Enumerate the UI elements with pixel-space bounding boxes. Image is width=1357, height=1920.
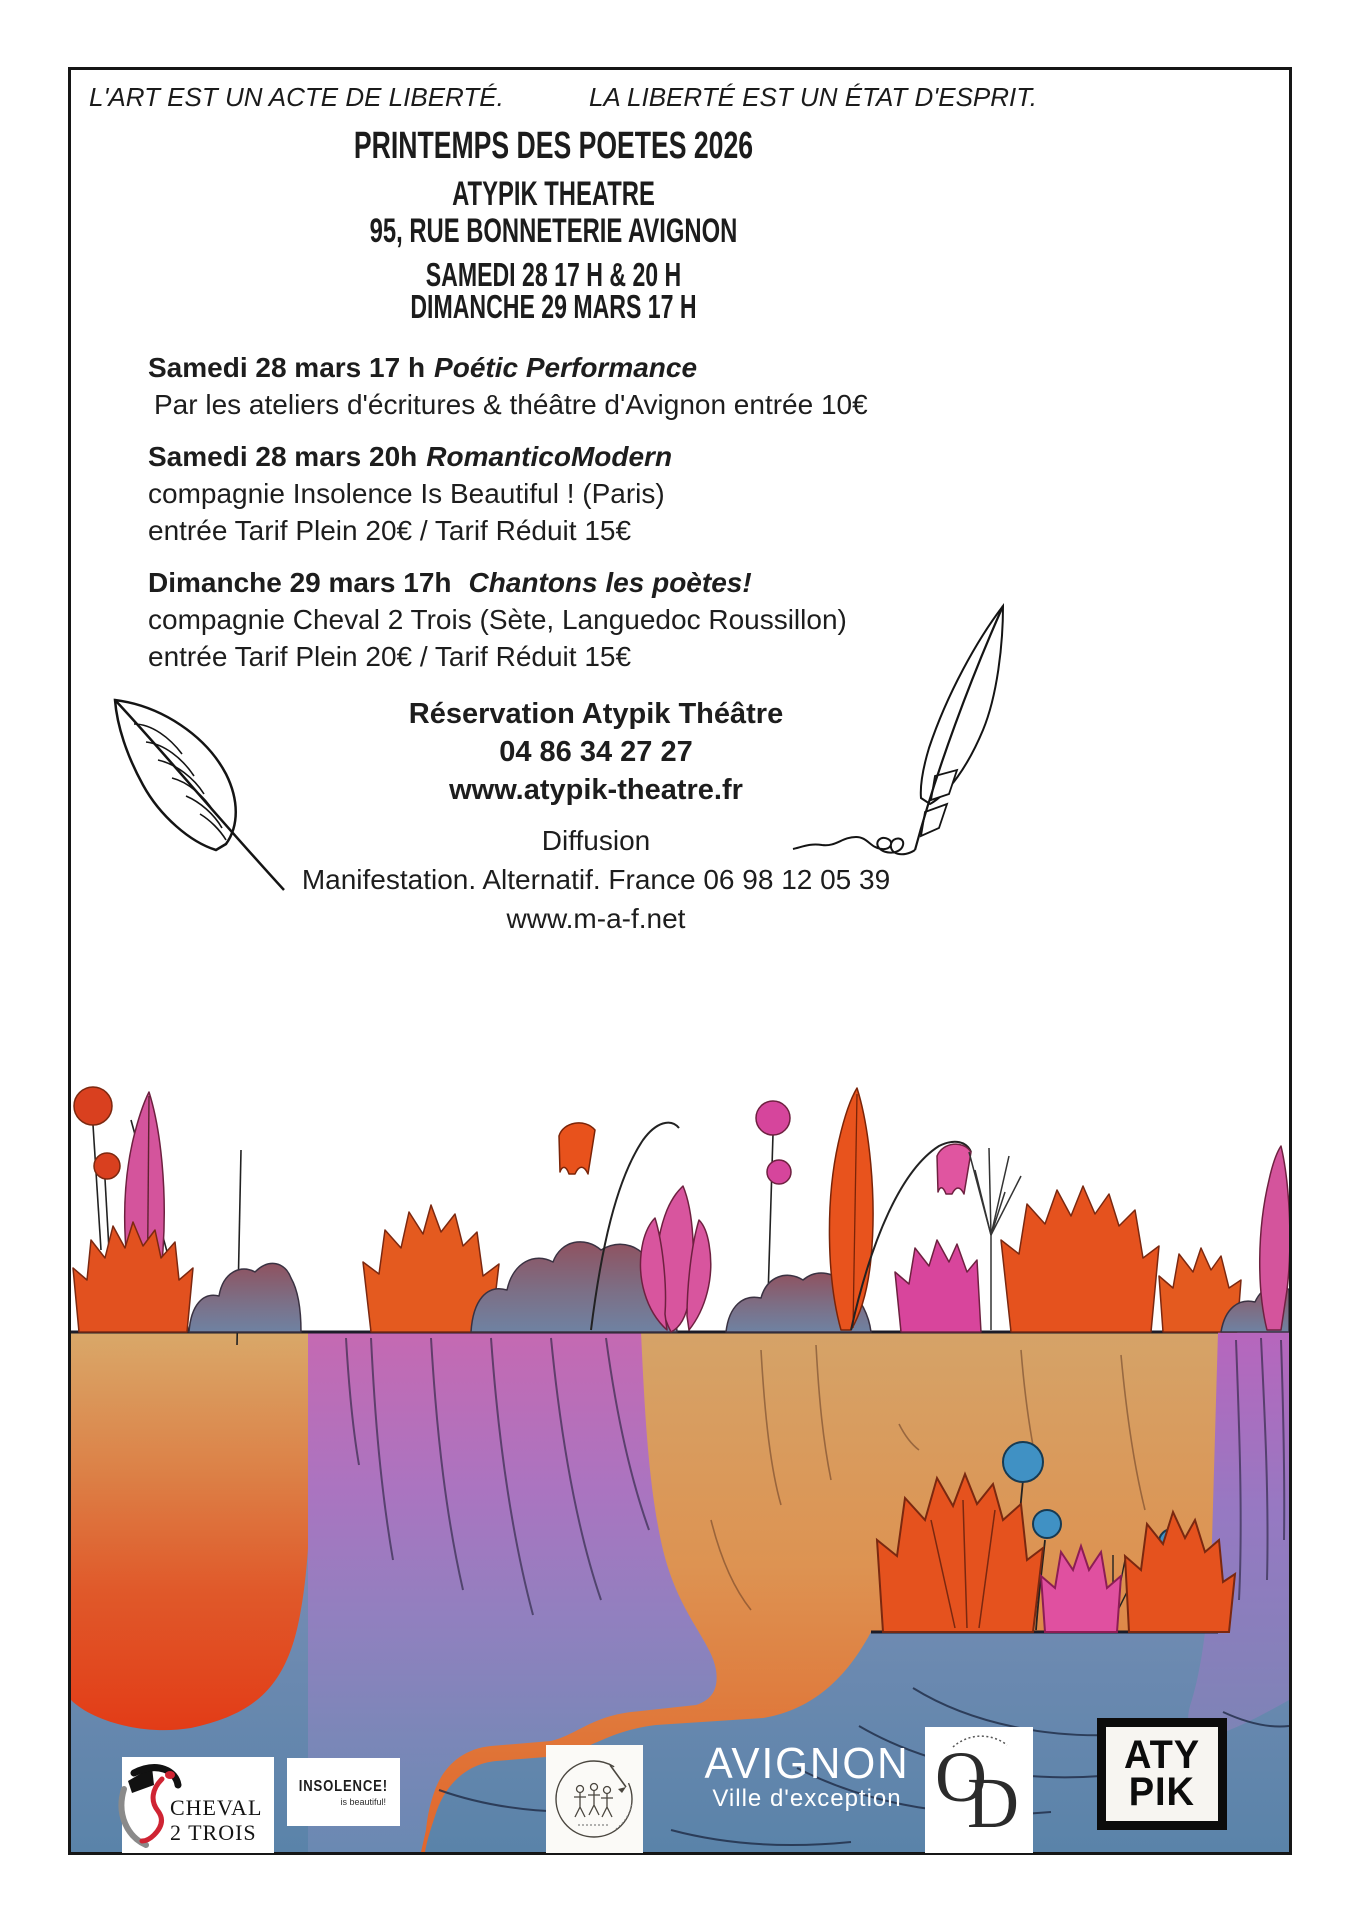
venue-address: 95, RUE BONNETERIE AVIGNON bbox=[369, 212, 738, 250]
berry-plant bbox=[74, 1087, 112, 1125]
orange-leaf bbox=[829, 1088, 873, 1330]
event-show-title: RomanticoModern bbox=[426, 441, 673, 472]
diffusion-line: Manifestation. Alternatif. France 06 98 12 05 39 bbox=[301, 864, 891, 895]
cheval-logo-text: CHEVAL 2 TROIS bbox=[170, 1795, 263, 1845]
event-detail: Par les ateliers d'écritures & théâtre d'Avignon entrée 10€ bbox=[154, 389, 868, 420]
schedule-line-1: SAMEDI 28 17 H & 20 H bbox=[425, 256, 682, 293]
stamp-circle-icon bbox=[546, 1745, 643, 1853]
logo-avignon: AVIGNON Ville d'exception bbox=[704, 1739, 910, 1812]
logo-insolence: INSOLENCE! is beautiful! bbox=[287, 1758, 400, 1826]
diffusion-website: www.m-a-f.net bbox=[506, 903, 686, 934]
event-heading: Samedi 28 mars 17 h Poétic Performance bbox=[148, 352, 698, 383]
reservation-phone: 04 86 34 27 27 bbox=[499, 736, 693, 768]
event-show-title: Chantons les poètes! bbox=[468, 567, 752, 598]
coral-plant bbox=[1001, 1186, 1159, 1332]
event-heading: Dimanche 29 mars 17h Chantons les poètes! bbox=[148, 567, 752, 598]
schedule-line-2: DIMANCHE 29 MARS 17 H bbox=[410, 288, 697, 325]
feather-icon bbox=[100, 690, 300, 900]
event-show-title: Poétic Performance bbox=[434, 352, 698, 383]
venue-name: ATYPIK THEATRE bbox=[452, 175, 655, 213]
quill-pen-icon bbox=[785, 598, 1070, 868]
diffusion-label: Diffusion bbox=[541, 825, 651, 856]
reservation-website: www.atypik-theatre.fr bbox=[449, 774, 743, 806]
magenta-leaf bbox=[1260, 1146, 1289, 1330]
blue-seed-head bbox=[1003, 1442, 1043, 1482]
coral-plant bbox=[895, 1240, 981, 1332]
event-detail: entrée Tarif Plein 20€ / Tarif Réduit 15€ bbox=[148, 515, 632, 546]
coral-plant bbox=[73, 1222, 193, 1332]
event-item bbox=[148, 564, 1289, 675]
logo-atelier-stamp bbox=[546, 1745, 643, 1853]
bell-flower bbox=[559, 1123, 595, 1174]
event-detail: compagnie Insolence Is Beautiful ! (Paris) bbox=[148, 478, 665, 509]
event-detail: entrée Tarif Plein 20€ / Tarif Réduit 15€ bbox=[148, 641, 632, 672]
taglines-row bbox=[71, 70, 1289, 112]
event-detail: compagnie Cheval 2 Trois (Sète, Languedoc Roussillon) bbox=[148, 604, 847, 635]
plants-row bbox=[73, 1087, 1289, 1345]
cliff-left bbox=[71, 1332, 311, 1730]
logo-atypik: ATY PIK bbox=[1097, 1718, 1227, 1830]
logo-cheval-2-trois bbox=[122, 1757, 274, 1853]
rock-mound bbox=[189, 1263, 301, 1332]
event-heading: Samedi 28 mars 20h RomanticoModern bbox=[148, 441, 673, 472]
bell-flower bbox=[937, 1144, 971, 1194]
reservation-title: Réservation Atypik Théâtre bbox=[408, 698, 784, 730]
header-block bbox=[71, 126, 1036, 323]
poster-title: PRINTEMPS DES POETES 2026 bbox=[353, 125, 754, 167]
event-item bbox=[148, 349, 1289, 423]
logo-od: O D bbox=[925, 1727, 1033, 1853]
events-list bbox=[148, 349, 1289, 675]
tagline-right: LA LIBERTÉ EST UN ÉTAT D'ESPRIT. bbox=[588, 82, 1037, 112]
berry-plant bbox=[756, 1101, 790, 1135]
tagline-left: L'ART EST UN ACTE DE LIBERTÉ. bbox=[89, 82, 504, 112]
event-item bbox=[148, 438, 1289, 549]
